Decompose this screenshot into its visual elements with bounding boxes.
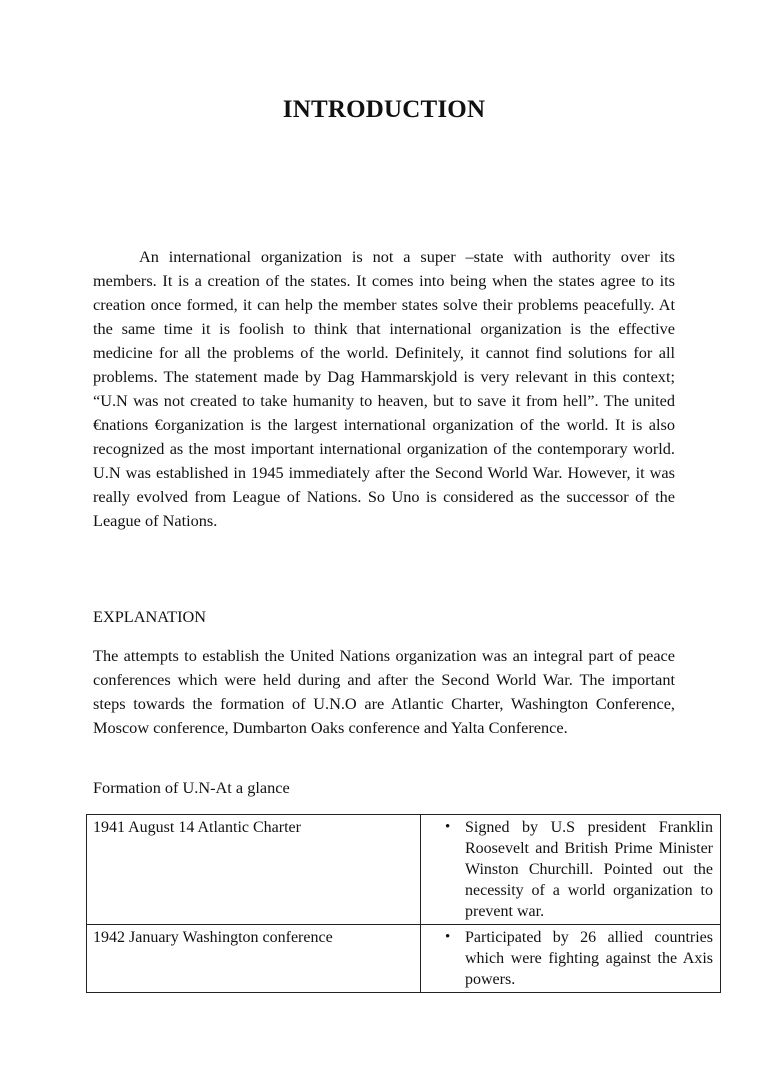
table-row	[87, 815, 721, 925]
bullet-icon: •	[445, 819, 451, 835]
page-title: INTRODUCTION	[282, 96, 486, 123]
intro-paragraph: An international organization is not a super –state with authority over its members. It is a creation of the states. It comes into being when the states agree to its creation once formed, it can help the member states solve their problems peacefully. At the same time it is foolish to think that international organization is the effective medicine for all the problems of the world. Definitely, it cannot find solutions for all problems. The statement made by Dag Hammarskjold is very relevant in this context; “U.N was not created to take humanity to heaven, but to save it from hell”. The united €nations €organization is the largest international organization of the world. It is also recognized as the most important international organization of the contemporary world. U.N was established in 1945 immediately after the Second World War. However, it was really evolved from League of Nations. So Uno is considered as the successor of the League of Nations.	[93, 247, 675, 530]
table-cell-event: 1942 January Washington conference	[87, 925, 421, 993]
table-cell-event: 1941 August 14 Atlantic Charter	[87, 815, 421, 925]
document-page	[93, 0, 713, 1087]
table-cell-detail	[421, 925, 721, 993]
formation-table	[86, 814, 721, 993]
table-row	[87, 925, 721, 993]
bullet-text: Participated by 26 allied countries which were fighting against the Axis powers.	[465, 929, 713, 988]
explanation-heading: EXPLANATION	[93, 607, 207, 626]
bullet-item	[445, 927, 713, 990]
bullet-icon: •	[445, 929, 451, 945]
table-cell-detail	[421, 815, 721, 925]
glance-heading: Formation of U.N-At a glance	[93, 778, 290, 797]
bullet-item	[445, 817, 713, 922]
bullet-text: Signed by U.S president Franklin Roosevelt and British Prime Minister Winston Churchill. Pointed out the necessity of a world organization to prevent war.	[465, 819, 713, 920]
explanation-paragraph: The attempts to establish the United Nations organization was an integral part of peace conferences which were held during and after the Second World War. The important steps towards the formation of U.N.O are Atlantic Charter, Washington Conference, Moscow conference, Dumbarton Oaks conference and Yalta Conference.	[93, 646, 675, 737]
